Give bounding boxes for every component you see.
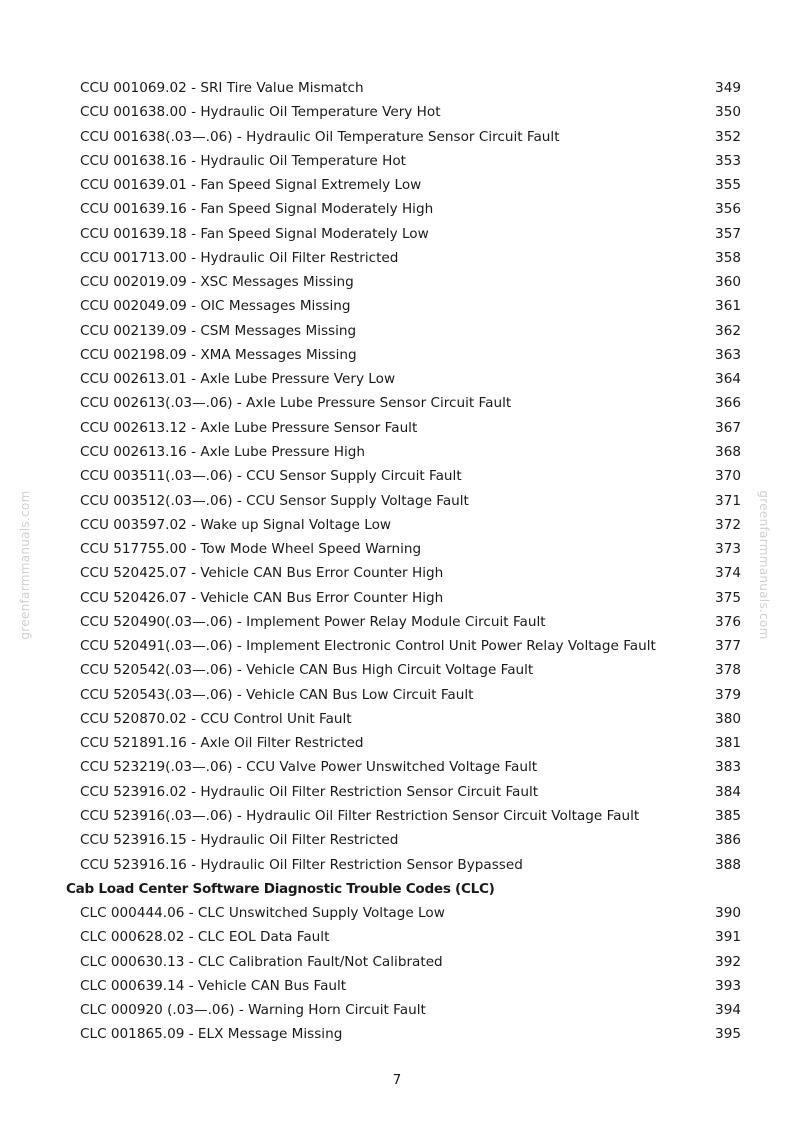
toc-entry xyxy=(0,464,794,488)
toc-section-heading xyxy=(0,877,794,901)
entry-title: CCU 002613(.03—.06) - Axle Lube Pressure Sensor Circuit Fault xyxy=(80,395,512,412)
entry-page-number: 380 xyxy=(715,710,741,727)
entry-page-number: 392 xyxy=(715,953,741,970)
toc-entry xyxy=(0,586,794,610)
toc-entry xyxy=(0,197,794,221)
entry-title: CCU 520543(.03—.06) - Vehicle CAN Bus Low Circuit Fault xyxy=(80,686,474,703)
entry-page-number: 361 xyxy=(715,298,741,315)
entry-title: CCU 001639.18 - Fan Speed Signal Moderately Low xyxy=(80,225,429,242)
toc-entry xyxy=(0,658,794,682)
entry-title: CCU 520870.02 - CCU Control Unit Fault xyxy=(80,710,352,727)
entry-page-number: 357 xyxy=(715,225,741,242)
toc-entry xyxy=(0,416,794,440)
entry-page-number: 366 xyxy=(715,395,741,412)
entry-title: CCU 002613.16 - Axle Lube Pressure High xyxy=(80,443,365,460)
entry-title: CCU 002613.01 - Axle Lube Pressure Very Low xyxy=(80,371,396,388)
toc-entry xyxy=(0,125,794,149)
entry-title: CCU 003511(.03—.06) - CCU Sensor Supply Circuit Fault xyxy=(80,468,462,485)
toc-entry xyxy=(0,901,794,925)
entry-title: CCU 523916(.03—.06) - Hydraulic Oil Filter Restriction Sensor Circuit Voltage Fault xyxy=(80,807,640,824)
entry-title: CCU 002198.09 - XMA Messages Missing xyxy=(80,346,357,363)
toc-entry xyxy=(0,998,794,1022)
entry-page-number: 388 xyxy=(715,856,741,873)
watermark-right: greenfarmmanuals.com xyxy=(757,490,771,640)
entry-title: CCU 523219(.03—.06) - CCU Valve Power Unswitched Voltage Fault xyxy=(80,759,538,776)
toc-entry xyxy=(0,755,794,779)
entry-title: CCU 520542(.03—.06) - Vehicle CAN Bus High Circuit Voltage Fault xyxy=(80,662,534,679)
entry-title: CCU 520426.07 - Vehicle CAN Bus Error Counter High xyxy=(80,589,444,606)
entry-title: CLC 000444.06 - CLC Unswitched Supply Voltage Low xyxy=(80,905,445,922)
entry-title: CLC 000628.02 - CLC EOL Data Fault xyxy=(80,929,330,946)
entry-page-number: 378 xyxy=(715,662,741,679)
entry-title: CCU 001639.16 - Fan Speed Signal Moderately High xyxy=(80,201,434,218)
toc-entry xyxy=(0,610,794,634)
entry-title: CCU 521891.16 - Axle Oil Filter Restricted xyxy=(80,735,364,752)
toc-entry xyxy=(0,1022,794,1046)
entry-page-number: 355 xyxy=(715,177,741,194)
entry-title: CCU 001638.16 - Hydraulic Oil Temperature Hot xyxy=(80,152,406,169)
entry-page-number: 386 xyxy=(715,832,741,849)
toc-entry xyxy=(0,853,794,877)
entry-title: CCU 520490(.03—.06) - Implement Power Relay Module Circuit Fault xyxy=(80,613,546,630)
entry-page-number: 379 xyxy=(715,686,741,703)
section-title: Cab Load Center Software Diagnostic Trouble Codes (CLC) xyxy=(66,880,495,897)
toc-entry xyxy=(0,440,794,464)
entry-title: CCU 003597.02 - Wake up Signal Voltage Low xyxy=(80,516,392,533)
entry-page-number: 395 xyxy=(715,1026,741,1043)
entry-page-number: 367 xyxy=(715,419,741,436)
toc-entry xyxy=(0,683,794,707)
entry-page-number: 370 xyxy=(715,468,741,485)
toc-entry xyxy=(0,537,794,561)
entry-title: CCU 523916.16 - Hydraulic Oil Filter Restriction Sensor Bypassed xyxy=(80,856,523,873)
toc-entry xyxy=(0,319,794,343)
entry-title: CCU 001638(.03—.06) - Hydraulic Oil Temperature Sensor Circuit Fault xyxy=(80,128,560,145)
entry-page-number: 350 xyxy=(715,104,741,121)
entry-page-number: 385 xyxy=(715,807,741,824)
toc-entry xyxy=(0,489,794,513)
toc-entry xyxy=(0,513,794,537)
entry-page-number: 349 xyxy=(715,80,741,96)
toc-entry xyxy=(0,173,794,197)
entry-title: CCU 001069.02 - SRI Tire Value Mismatch xyxy=(80,80,364,96)
entry-title: CCU 001713.00 - Hydraulic Oil Filter Restricted xyxy=(80,249,399,266)
entry-page-number: 372 xyxy=(715,516,741,533)
entry-page-number: 362 xyxy=(715,322,741,339)
toc-entry xyxy=(0,707,794,731)
entry-title: CLC 000639.14 - Vehicle CAN Bus Fault xyxy=(80,977,347,994)
entry-page-number: 353 xyxy=(715,152,741,169)
entry-page-number: 391 xyxy=(715,929,741,946)
entry-title: CCU 517755.00 - Tow Mode Wheel Speed Warning xyxy=(80,541,422,558)
toc-entry xyxy=(0,974,794,998)
toc-entry xyxy=(0,731,794,755)
table-of-contents xyxy=(0,76,794,1047)
entry-page-number: 377 xyxy=(715,638,741,655)
entry-title: CCU 520425.07 - Vehicle CAN Bus Error Counter High xyxy=(80,565,444,582)
entry-page-number: 376 xyxy=(715,613,741,630)
entry-page-number: 360 xyxy=(715,274,741,291)
toc-entry xyxy=(0,100,794,124)
entry-title: CCU 523916.02 - Hydraulic Oil Filter Restriction Sensor Circuit Fault xyxy=(80,783,539,800)
toc-entry xyxy=(0,246,794,270)
entry-page-number: 352 xyxy=(715,128,741,145)
entry-page-number: 368 xyxy=(715,443,741,460)
entry-title: CCU 002139.09 - CSM Messages Missing xyxy=(80,322,357,339)
entry-title: CLC 001865.09 - ELX Message Missing xyxy=(80,1026,343,1043)
entry-title: CCU 002019.09 - XSC Messages Missing xyxy=(80,274,354,291)
entry-page-number: 381 xyxy=(715,735,741,752)
entry-page-number: 364 xyxy=(715,371,741,388)
entry-page-number: 363 xyxy=(715,346,741,363)
entry-title: CCU 001639.01 - Fan Speed Signal Extremely Low xyxy=(80,177,422,194)
entry-title: CCU 002049.09 - OIC Messages Missing xyxy=(80,298,351,315)
entry-page-number: 374 xyxy=(715,565,741,582)
toc-entry xyxy=(0,804,794,828)
toc-entry xyxy=(0,561,794,585)
toc-entry xyxy=(0,950,794,974)
toc-entry xyxy=(0,149,794,173)
toc-entry xyxy=(0,222,794,246)
entry-title: CCU 523916.15 - Hydraulic Oil Filter Restricted xyxy=(80,832,399,849)
toc-entry xyxy=(0,780,794,804)
entry-page-number: 394 xyxy=(715,1002,741,1019)
toc-entry xyxy=(0,76,794,100)
toc-entry xyxy=(0,828,794,852)
toc-entry xyxy=(0,343,794,367)
entry-title: CCU 520491(.03—.06) - Implement Electronic Control Unit Power Relay Voltage Fault xyxy=(80,638,656,655)
toc-entry xyxy=(0,294,794,318)
entry-page-number: 390 xyxy=(715,905,741,922)
entry-page-number: 371 xyxy=(715,492,741,509)
entry-title: CCU 001638.00 - Hydraulic Oil Temperature Very Hot xyxy=(80,104,441,121)
entry-title: CLC 000630.13 - CLC Calibration Fault/Not Calibrated xyxy=(80,953,443,970)
entry-title: CLC 000920 (.03—.06) - Warning Horn Circuit Fault xyxy=(80,1002,426,1019)
toc-entry xyxy=(0,925,794,949)
watermark-left: greenfarmmanuals.com xyxy=(18,490,32,640)
entry-page-number: 356 xyxy=(715,201,741,218)
page-number: 7 xyxy=(392,1072,402,1088)
toc-entry xyxy=(0,367,794,391)
entry-title: CCU 002613.12 - Axle Lube Pressure Sensor Fault xyxy=(80,419,418,436)
toc-entry xyxy=(0,270,794,294)
entry-page-number: 383 xyxy=(715,759,741,776)
entry-page-number: 384 xyxy=(715,783,741,800)
entry-page-number: 373 xyxy=(715,541,741,558)
entry-page-number: 375 xyxy=(715,589,741,606)
entry-page-number: 358 xyxy=(715,249,741,266)
toc-entry xyxy=(0,634,794,658)
toc-entry xyxy=(0,391,794,415)
entry-page-number: 393 xyxy=(715,977,741,994)
entry-title: CCU 003512(.03—.06) - CCU Sensor Supply Voltage Fault xyxy=(80,492,469,509)
